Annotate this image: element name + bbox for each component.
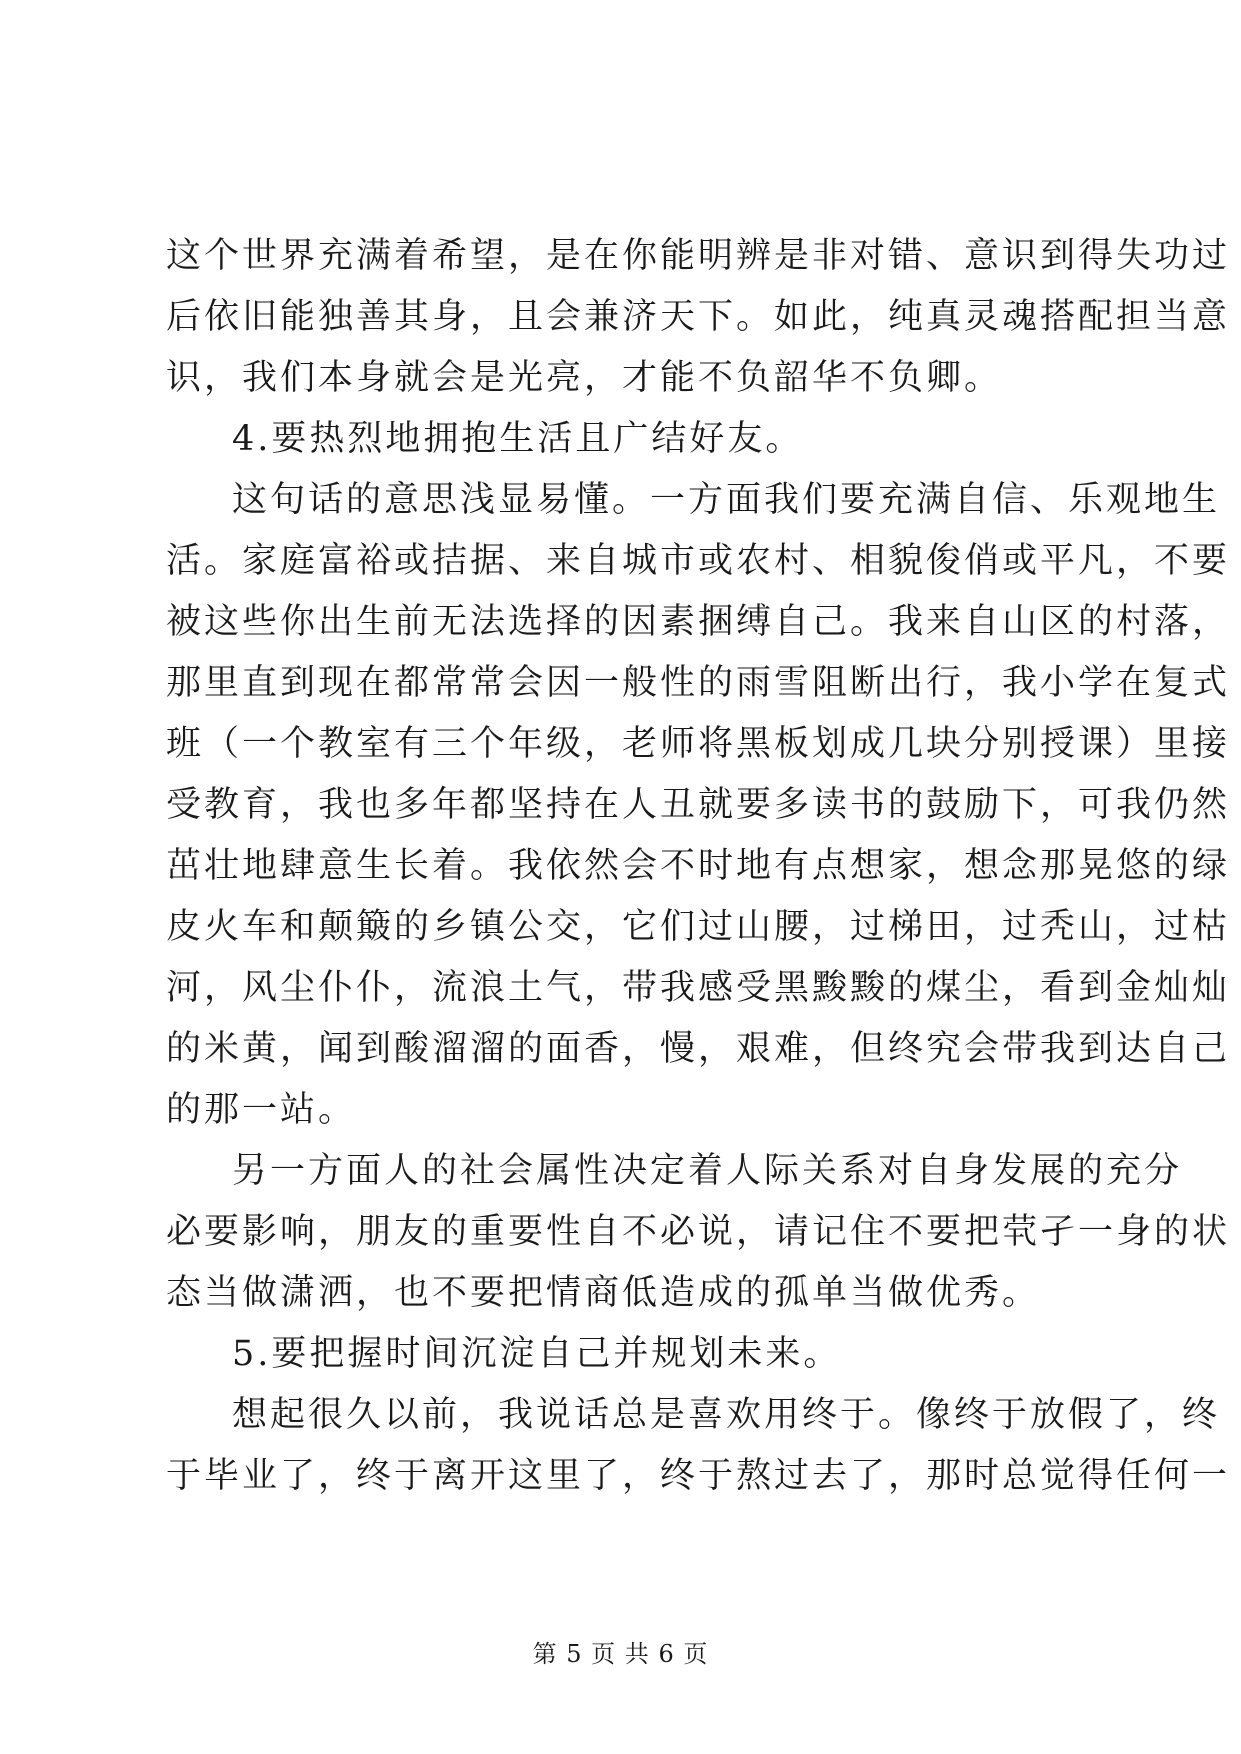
text-line: 的米黄，闻到酸溜溜的面香，慢，艰难，但终究会带我到达自己 (166, 1029, 1231, 1069)
page-number-footer: 第 5 页 共 6 页 (532, 1640, 709, 1668)
text-line: 那里直到现在都常常会因一般性的雨雪阻断出行，我小学在复式 (166, 663, 1231, 703)
section-heading: 5.要把握时间沉淀自己并规划未来。 (232, 1334, 842, 1374)
text-line: 这句话的意思浅显易懂。一方面我们要充满自信、乐观地生 (232, 480, 1221, 520)
text-line: 被这些你出生前无法选择的因素捆缚自己。我来自山区的村落， (166, 602, 1231, 642)
text-line: 必要影响，朋友的重要性自不必说，请记住不要把茕孑一身的状 (166, 1212, 1231, 1252)
text-line: 班（一个教室有三个年级，老师将黑板划成几块分别授课）里接 (166, 724, 1231, 764)
text-line: 另一方面人的社会属性决定着人际关系对自身发展的充分 (232, 1151, 1183, 1191)
text-line: 后依旧能独善其身，且会兼济天下。如此，纯真灵魂搭配担当意 (166, 297, 1231, 337)
text-line: 茁壮地肆意生长着。我依然会不时地有点想家，想念那晃悠的绿 (166, 846, 1231, 886)
text-line: 河，风尘仆仆，流浪土气，带我感受黑黢黢的煤尘，看到金灿灿 (166, 968, 1231, 1008)
text-line: 想起很久以前，我说话总是喜欢用终于。像终于放假了，终 (232, 1395, 1221, 1435)
text-line: 活。家庭富裕或拮据、来自城市或农村、相貌俊俏或平凡，不要 (166, 541, 1231, 581)
text-line: 受教育，我也多年都坚持在人丑就要多读书的鼓励下，可我仍然 (166, 785, 1231, 825)
text-line: 识，我们本身就会是光亮，才能不负韶华不负卿。 (166, 358, 1003, 398)
text-line: 于毕业了，终于离开这里了，终于熬过去了，那时总觉得任何一 (166, 1456, 1231, 1496)
text-line: 皮火车和颠簸的乡镇公交，它们过山腰，过梯田，过秃山，过枯 (166, 907, 1231, 947)
text-line: 的那一站。 (166, 1090, 357, 1130)
text-line: 这个世界充满着希望，是在你能明辨是非对错、意识到得失功过 (166, 236, 1231, 276)
section-heading: 4.要热烈地拥抱生活且广结好友。 (232, 419, 804, 459)
text-line: 态当做潇洒，也不要把情商低造成的孤单当做优秀。 (166, 1273, 1041, 1313)
